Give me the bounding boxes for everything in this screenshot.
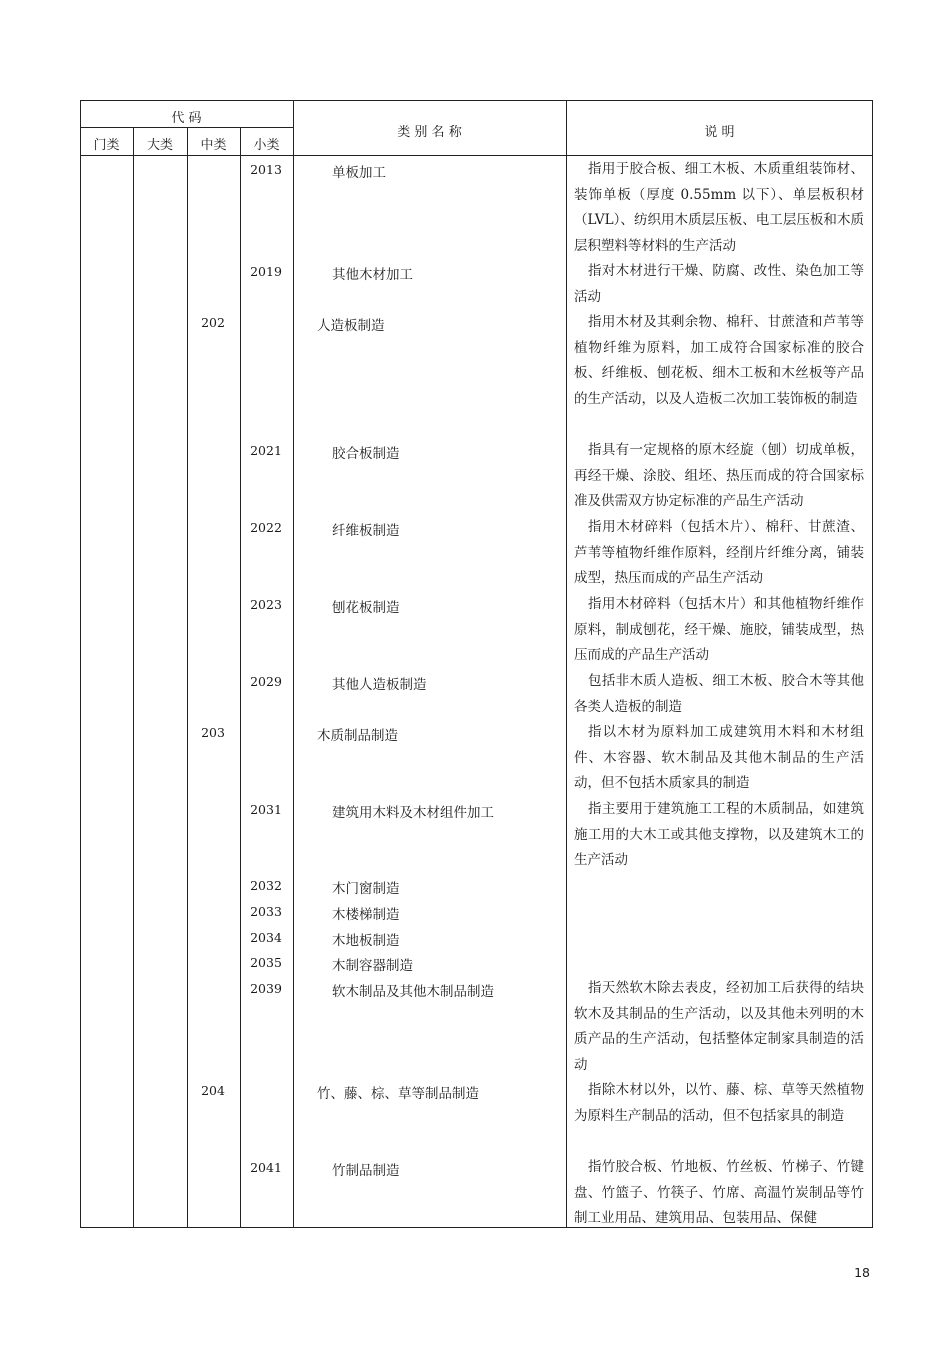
xiaolei-code: 2031 xyxy=(250,802,282,817)
category-name: 木质制品制造 xyxy=(317,728,398,744)
header-menlei: 门类 xyxy=(93,138,120,153)
category-name: 其他木材加工 xyxy=(332,267,413,283)
category-name: 人造板制造 xyxy=(317,318,385,334)
xiaolei-code: 2022 xyxy=(250,520,282,535)
xiaolei-code: 2019 xyxy=(250,264,282,279)
header-description: 说 明 xyxy=(704,125,735,140)
category-name: 木门窗制造 xyxy=(332,881,400,897)
zhonglei-code: 202 xyxy=(201,315,225,330)
category-name: 竹制品制造 xyxy=(332,1163,400,1179)
category-description: 指以木材为原料加工成建筑用木料和木材组件、木容器、软木制品及其他木制品的生产活动，但不包括木质家具的制造 xyxy=(574,724,864,792)
category-name: 竹、藤、棕、草等制品制造 xyxy=(317,1086,479,1102)
header-code-group: 代 码 xyxy=(171,111,202,126)
col-line-4 xyxy=(293,100,294,1228)
col-line-1 xyxy=(133,127,134,1228)
xiaolei-code: 2034 xyxy=(250,930,282,945)
xiaolei-code: 2039 xyxy=(250,981,282,996)
xiaolei-code: 2021 xyxy=(250,443,282,458)
category-name: 木制容器制造 xyxy=(332,958,413,974)
header-dalei: 大类 xyxy=(146,138,173,153)
zhonglei-code: 203 xyxy=(201,725,225,740)
xiaolei-code: 2013 xyxy=(250,162,282,177)
xiaolei-code: 2023 xyxy=(250,597,282,612)
category-description: 指用木材碎料（包括木片）和其他植物纤维作原料，制成刨花，经干燥、施胶，铺装成型，热压而成的产品生产活动 xyxy=(574,596,864,664)
xiaolei-code: 2041 xyxy=(250,1160,282,1175)
xiaolei-code: 2035 xyxy=(250,955,282,970)
header-bottom-line xyxy=(80,155,873,156)
category-description: 指用木材碎料（包括木片）、棉秆、甘蔗渣、芦苇等植物纤维作原料，经削片纤维分离，铺装成型，热压而成的产品生产活动 xyxy=(574,519,864,587)
category-name: 单板加工 xyxy=(332,165,386,181)
xiaolei-code: 2033 xyxy=(250,904,282,919)
category-description: 指天然软木除去表皮，经初加工后获得的结块软木及其制品的生产活动，以及其他未列明的木质产品的生产活动，包括整体定制家具制造的活动 xyxy=(574,980,864,1073)
category-description: 指用木材及其剩余物、棉秆、甘蔗渣和芦苇等植物纤维为原料，加工成符合国家标准的胶合板、纤维板、刨花板、细木工板和木丝板等产品的生产活动，以及人造板二次加工装饰板的制造 xyxy=(574,314,864,407)
category-description: 指主要用于建筑施工工程的木质制品，如建筑施工用的大木工或其他支撑物，以及建筑木工的生产活动 xyxy=(574,801,864,869)
col-line-5 xyxy=(566,100,567,1228)
category-description: 指用于胶合板、细工木板、木质重组装饰材、装饰单板（厚度 0.55mm 以下）、单层板积材（LVL）、纺织用木质层压板、电工层压板和木质层积塑料等材料的生产活动 xyxy=(574,161,864,254)
category-description: 指对木材进行干燥、防腐、改性、染色加工等活动 xyxy=(574,263,864,305)
col-line-2 xyxy=(187,127,188,1228)
category-description: 包括非木质人造板、细工木板、胶合木等其他各类人造板的制造 xyxy=(574,673,864,715)
category-name: 纤维板制造 xyxy=(332,523,400,539)
header-xiaolei: 小类 xyxy=(253,138,280,153)
category-description: 指具有一定规格的原木经旋（刨）切成单板，再经干燥、涂胶、组坯、热压而成的符合国家标准及供需双方协定标准的产品生产活动 xyxy=(574,442,864,510)
xiaolei-code: 2029 xyxy=(250,674,282,689)
category-name: 木地板制造 xyxy=(332,933,400,949)
category-name: 木楼梯制造 xyxy=(332,907,400,923)
zhonglei-code: 204 xyxy=(201,1083,225,1098)
category-name: 胶合板制造 xyxy=(332,446,400,462)
page-number: 18 xyxy=(854,1265,870,1280)
category-description: 指除木材以外，以竹、藤、棕、草等天然植物为原料生产制品的活动，但不包括家具的制造 xyxy=(574,1082,864,1124)
header-zhonglei: 中类 xyxy=(200,138,227,153)
category-description: 指竹胶合板、竹地板、竹丝板、竹梯子、竹键盘、竹篮子、竹筷子、竹席、高温竹炭制品等竹制工业用品、建筑用品、包装用品、保健 xyxy=(574,1159,864,1227)
category-name: 其他人造板制造 xyxy=(332,677,427,693)
header-category-name: 类 别 名 称 xyxy=(397,125,462,140)
category-name: 建筑用木料及木材组件加工 xyxy=(332,805,494,821)
category-name: 刨花板制造 xyxy=(332,600,400,616)
xiaolei-code: 2032 xyxy=(250,878,282,893)
category-name: 软木制品及其他木制品制造 xyxy=(332,984,494,1000)
